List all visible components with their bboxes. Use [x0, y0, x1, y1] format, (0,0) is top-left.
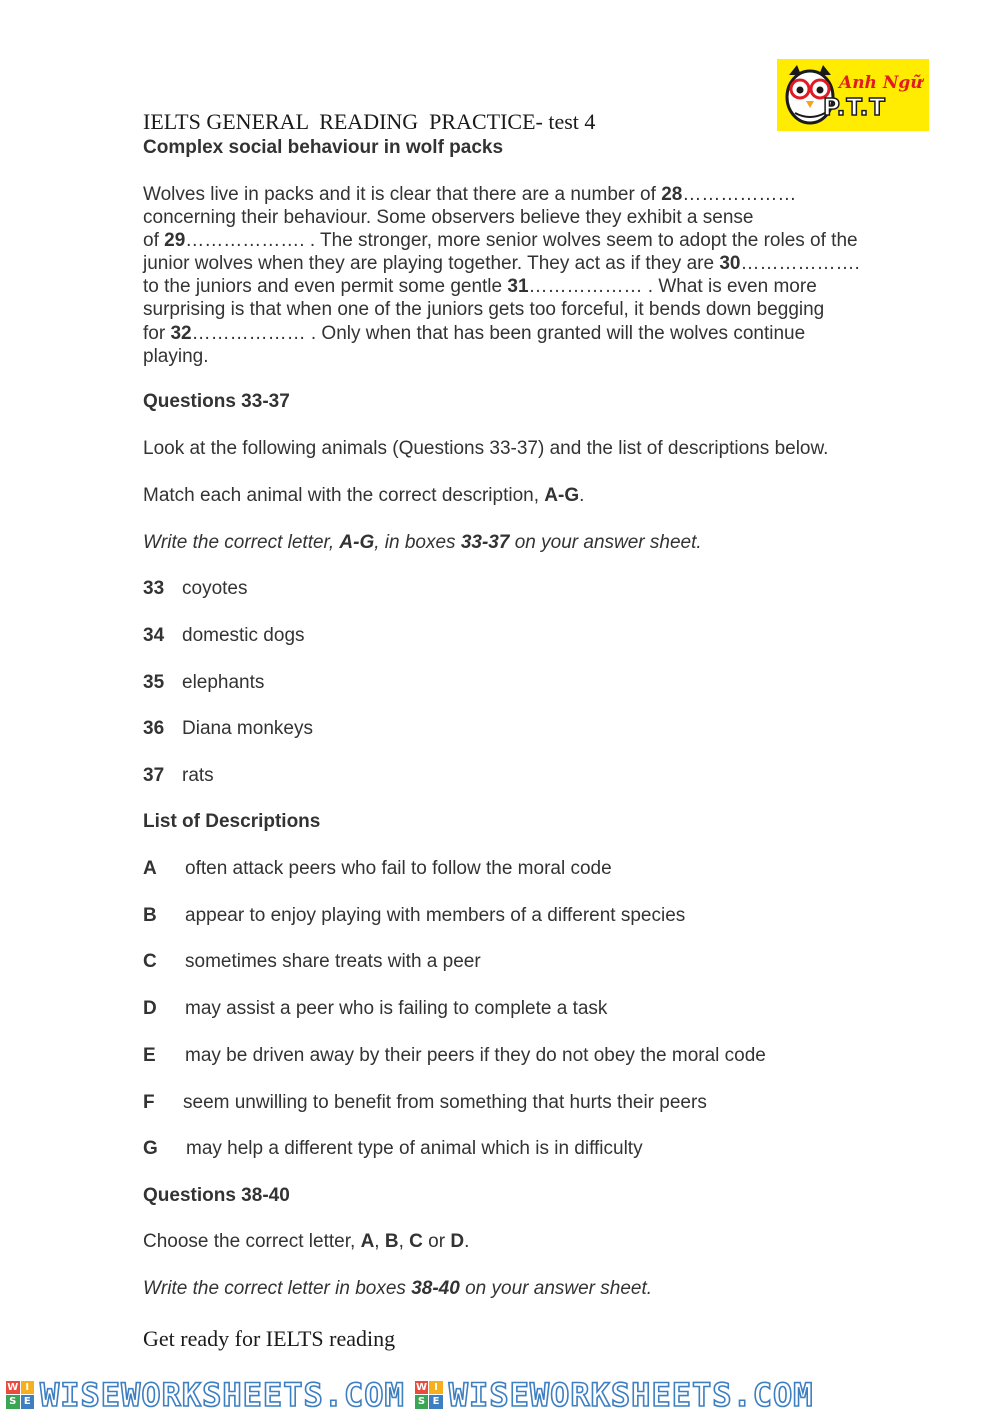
passage-title: Complex social behaviour in wolf packs: [143, 137, 504, 158]
summary-passage: [143, 183, 923, 368]
watermark-badge-icon: W I S E: [415, 1381, 443, 1409]
watermark-text: WISEWORKSHEETS.COM: [40, 1376, 405, 1413]
description-item-e: E may be driven away by their peers if they do not obey the moral code: [143, 1045, 766, 1066]
footer-tagline: Get ready for IELTS reading: [143, 1326, 396, 1351]
description-item-g: G may help a different type of animal which is in difficulty: [143, 1138, 643, 1159]
gap-blank-28: ………………: [682, 184, 797, 205]
gap-number-30: 30: [719, 253, 741, 275]
question-item-36: 36 Diana monkeys: [143, 718, 313, 739]
passage-line: junior wolves when they are playing together. They act as if they are 30……………….: [143, 253, 860, 275]
description-item-f: F seem unwilling to benefit from something that hurts their peers: [143, 1092, 707, 1113]
description-item-b: B appear to enjoy playing with members of a different species: [143, 905, 686, 926]
logo-text-bottom: P.T.T: [823, 95, 886, 121]
instruction-choose: Choose the correct letter, A, B, C or D.: [143, 1231, 470, 1252]
questions-38-40-heading: Questions 38-40: [143, 1185, 290, 1206]
description-item-c: C sometimes share treats with a peer: [143, 951, 481, 972]
page-title: IELTS GENERAL READING PRACTICE- test 4: [143, 109, 596, 134]
passage-line: of 29………………. . The stronger, more senior wolves seem to adopt the roles of the: [143, 230, 858, 252]
descriptions-heading: List of Descriptions: [143, 811, 321, 832]
questions-33-37-heading: Questions 33-37: [143, 391, 290, 412]
instruction-match: Match each animal with the correct description, A-G.: [143, 485, 585, 506]
passage-line: Wolves live in packs and it is clear that there are a number of 28………………: [143, 184, 797, 205]
logo-text-top: Anh Ngữ: [839, 73, 923, 93]
gap-number-28: 28: [661, 184, 683, 205]
description-item-a: A often attack peers who fail to follow the moral code: [143, 858, 612, 879]
watermark-block: [6, 1376, 405, 1413]
instruction-look: Look at the following animals (Questions 33-37) and the list of descriptions below.: [143, 438, 829, 459]
passage-line: concerning their behaviour. Some observers believe they exhibit a sense: [143, 207, 754, 229]
watermark-text: WISEWORKSHEETS.COM: [448, 1376, 814, 1413]
gap-number-32: 32: [170, 322, 192, 344]
question-item-33: 33 coyotes: [143, 578, 248, 599]
description-item-d: D may assist a peer who is failing to complete a task: [143, 998, 608, 1019]
passage-line: playing.: [143, 345, 209, 367]
question-item-35: 35 elephants: [143, 672, 265, 693]
watermark-badge-icon: W I S E: [6, 1381, 34, 1409]
question-item-34: 34 domestic dogs: [143, 625, 305, 646]
instruction-write: Write the correct letter, A-G, in boxes 33-37 on your answer sheet.: [143, 532, 702, 553]
question-item-37: 37 rats: [143, 765, 214, 786]
passage-line: to the juniors and even permit some gentle 31……………… . What is even more: [143, 276, 817, 298]
gap-number-29: 29: [164, 230, 186, 252]
gap-number-31: 31: [507, 276, 529, 298]
instruction-write-38-40: Write the correct letter in boxes 38-40 on your answer sheet.: [143, 1278, 653, 1299]
brand-logo: [777, 59, 929, 131]
watermark-block: [415, 1376, 814, 1413]
passage-line: for 32……………… . Only when that has been granted will the wolves continue: [143, 322, 806, 344]
watermark-banner: [0, 1376, 1000, 1413]
passage-line: surprising is that when one of the juniors gets too forceful, it bends down begging: [143, 299, 825, 321]
